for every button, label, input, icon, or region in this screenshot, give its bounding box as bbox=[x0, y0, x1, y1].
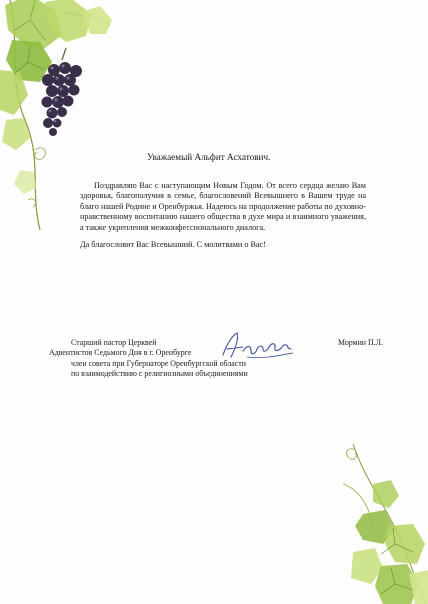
letter-blessing: Да благословит Вас Всевышний. С молитвами о Вас! bbox=[80, 240, 266, 249]
signer-title-line-3: член совета при Губернаторе Оренбургской области bbox=[71, 358, 246, 368]
signer-title-line-2: Адвентистов Седьмого Дня в г. Оренбурге bbox=[49, 348, 192, 358]
letter-body-paragraph: Поздравляю Вас с наступающим Новым Годом. От всего сердца желаю Вам здоровья, благополучия в семье, благословений Всевышнего в Вашем труде на благо нашей Родине и Оренбуржья. Надеюсь на продолжение работы по духовно-нравственному воспитанию нашего общества в духе мира и взаимного уважения, а также укрепления межконфессионального диалога. bbox=[80, 181, 366, 232]
handwritten-signature-icon bbox=[217, 329, 297, 363]
signer-title-line-4: по взаимодействию с религиозными объединениями bbox=[71, 368, 248, 378]
signer-name: Мормин П.Л. bbox=[338, 338, 383, 347]
signer-title-line-1: Старший пастор Церквей bbox=[71, 338, 157, 347]
letter-salutation: Уважаемый Альфит Асхатович. bbox=[147, 152, 271, 162]
grapevine-bottom-right-icon bbox=[333, 444, 428, 604]
